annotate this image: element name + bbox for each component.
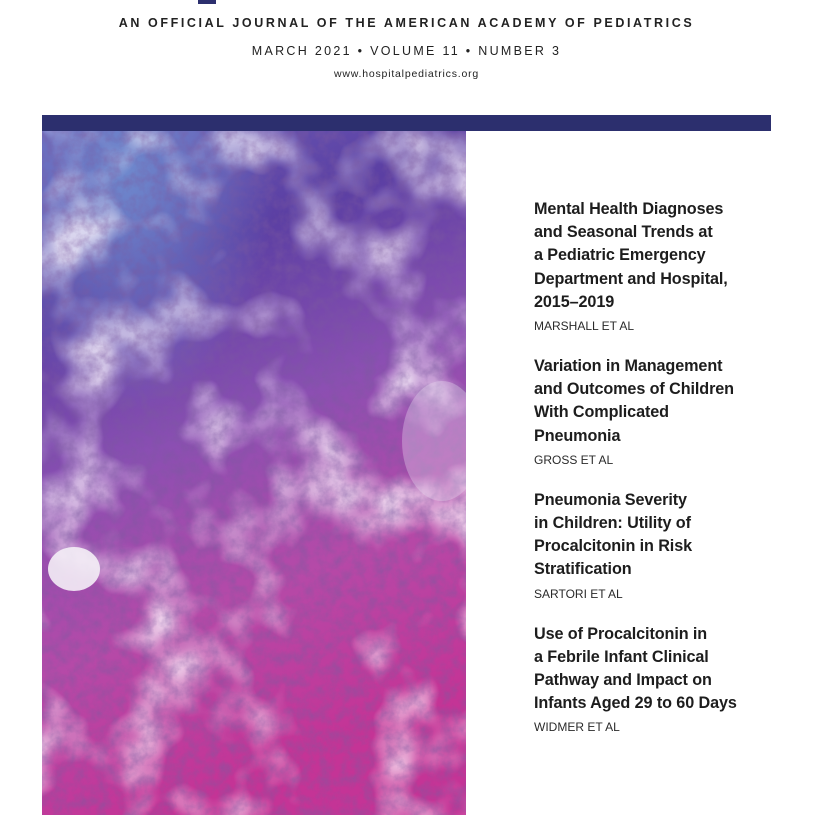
article-authors: MARSHALL ET AL bbox=[534, 319, 635, 334]
journal-tagline: AN OFFICIAL JOURNAL OF THE AMERICAN ACADEMY OF PEDIATRICS bbox=[118, 16, 695, 30]
title-line: With Complicated bbox=[534, 403, 669, 422]
issue-info: MARCH 2021 • VOLUME 11 • NUMBER 3 bbox=[251, 44, 562, 58]
title-line: Stratification bbox=[534, 560, 632, 579]
article-authors: GROSS ET AL bbox=[534, 452, 614, 467]
title-line: Pneumonia bbox=[534, 426, 621, 445]
article-entry bbox=[534, 355, 794, 468]
title-line: Infants Aged 29 to 60 Days bbox=[534, 694, 737, 713]
title-line: and Seasonal Trends at bbox=[534, 223, 713, 242]
title-line: a Febrile Infant Clinical bbox=[534, 647, 709, 666]
title-line: in Children: Utility of bbox=[534, 514, 691, 533]
title-line: Variation in Management bbox=[534, 357, 723, 376]
featured-articles bbox=[534, 198, 794, 756]
title-line: Department and Hospital, bbox=[534, 269, 728, 288]
header-rule bbox=[42, 115, 771, 131]
article-authors: WIDMER ET AL bbox=[534, 720, 620, 735]
article-authors: SARTORI ET AL bbox=[534, 586, 623, 601]
article-title bbox=[534, 489, 794, 582]
title-line: Mental Health Diagnoses bbox=[534, 200, 724, 218]
article-entry bbox=[534, 198, 794, 334]
title-line: and Outcomes of Children bbox=[534, 380, 734, 399]
title-line: Pneumonia Severity bbox=[534, 490, 687, 509]
article-entry bbox=[534, 623, 794, 736]
article-title bbox=[534, 623, 794, 716]
title-line: a Pediatric Emergency bbox=[534, 246, 706, 265]
title-line: Procalcitonin in Risk bbox=[534, 537, 693, 556]
journal-url: www.hospitalpediatrics.org bbox=[333, 68, 480, 80]
top-accent-bar bbox=[198, 0, 216, 4]
cover-artwork bbox=[42, 131, 466, 815]
title-line: Use of Procalcitonin in bbox=[534, 624, 708, 643]
title-line: 2015–2019 bbox=[534, 292, 615, 311]
article-title bbox=[534, 355, 794, 448]
article-entry bbox=[534, 489, 794, 602]
article-title bbox=[534, 198, 794, 314]
title-line: Pathway and Impact on bbox=[534, 671, 712, 690]
